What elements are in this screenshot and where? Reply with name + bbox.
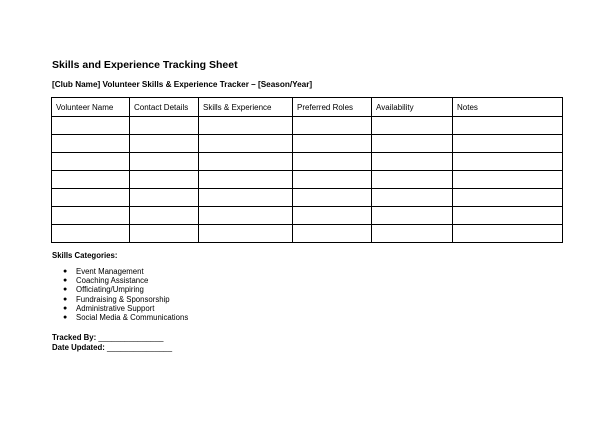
bullet-icon: ●: [63, 286, 68, 294]
date-updated-label: Date Updated:: [52, 343, 105, 352]
table-header-row: [52, 98, 563, 117]
table-cell[interactable]: [52, 225, 130, 243]
table-row: [52, 117, 563, 135]
list-item: [52, 276, 188, 285]
list-item: [52, 313, 188, 322]
column-header-contact-details: Contact Details: [130, 98, 199, 117]
column-header-notes: Notes: [453, 98, 563, 117]
skill-category-label: Administrative Support: [76, 303, 155, 313]
bullet-icon: ●: [63, 295, 68, 303]
table-row: [52, 153, 563, 171]
skills-categories-heading: Skills Categories:: [52, 251, 118, 260]
column-header-volunteer-name: Volunteer Name: [52, 98, 130, 117]
table-cell[interactable]: [130, 225, 199, 243]
list-item: [52, 267, 188, 276]
table-cell[interactable]: [199, 225, 293, 243]
bullet-icon: ●: [63, 277, 68, 285]
list-item: [52, 295, 188, 304]
table-cell[interactable]: [293, 189, 372, 207]
table-cell[interactable]: [372, 189, 453, 207]
table-cell[interactable]: [453, 189, 563, 207]
table-cell[interactable]: [453, 207, 563, 225]
tracked-by-line: _______________: [98, 333, 164, 342]
table-cell[interactable]: [293, 207, 372, 225]
skill-category-label: Coaching Assistance: [76, 276, 149, 286]
document-title: Skills and Experience Tracking Sheet: [52, 59, 238, 71]
table-row: [52, 225, 563, 243]
table-cell[interactable]: [52, 153, 130, 171]
table-cell[interactable]: [130, 135, 199, 153]
table-cell[interactable]: [199, 153, 293, 171]
table-cell[interactable]: [372, 207, 453, 225]
column-header-skills-experience: Skills & Experience: [199, 98, 293, 117]
table-cell[interactable]: [453, 135, 563, 153]
table-cell[interactable]: [372, 117, 453, 135]
tracked-by-label: Tracked By:: [52, 333, 97, 342]
table-cell[interactable]: [52, 189, 130, 207]
table-cell[interactable]: [52, 207, 130, 225]
table-cell[interactable]: [52, 171, 130, 189]
table-row: [52, 135, 563, 153]
table-cell[interactable]: [130, 153, 199, 171]
table-row: [52, 171, 563, 189]
date-updated-field: [52, 343, 172, 352]
table-cell[interactable]: [52, 135, 130, 153]
table-cell[interactable]: [453, 153, 563, 171]
skill-category-label: Social Media & Communications: [76, 313, 189, 323]
date-updated-line: _______________: [107, 343, 173, 352]
table-cell[interactable]: [453, 225, 563, 243]
skill-category-label: Event Management: [76, 267, 144, 276]
list-item: [52, 304, 188, 313]
table-cell[interactable]: [199, 189, 293, 207]
table-row: [52, 207, 563, 225]
table-cell[interactable]: [293, 117, 372, 135]
table-cell[interactable]: [453, 117, 563, 135]
table-cell[interactable]: [293, 171, 372, 189]
table-cell[interactable]: [372, 171, 453, 189]
table-cell[interactable]: [372, 135, 453, 153]
tracked-by-field: [52, 333, 163, 342]
column-header-preferred-roles: Preferred Roles: [293, 98, 372, 117]
table-cell[interactable]: [293, 135, 372, 153]
table-body: [52, 117, 563, 243]
table-cell[interactable]: [293, 225, 372, 243]
bullet-icon: ●: [63, 304, 68, 312]
table-cell[interactable]: [199, 117, 293, 135]
table-row: [52, 189, 563, 207]
table-cell[interactable]: [130, 207, 199, 225]
document-subtitle: [Club Name] Volunteer Skills & Experience Tracker – [Season/Year]: [52, 80, 313, 89]
table-cell[interactable]: [453, 171, 563, 189]
table-cell[interactable]: [199, 207, 293, 225]
skills-categories-list: [52, 267, 188, 322]
table-cell[interactable]: [199, 135, 293, 153]
list-item: [52, 285, 188, 294]
column-header-availability: Availability: [372, 98, 453, 117]
table-cell[interactable]: [293, 153, 372, 171]
table-cell[interactable]: [372, 153, 453, 171]
table-cell[interactable]: [130, 171, 199, 189]
table-cell[interactable]: [199, 171, 293, 189]
table-cell[interactable]: [372, 225, 453, 243]
skill-category-label: Officiating/Umpiring: [76, 285, 144, 295]
bullet-icon: ●: [63, 314, 68, 322]
table-cell[interactable]: [52, 117, 130, 135]
skill-category-label: Fundraising & Sponsorship: [76, 294, 170, 304]
bullet-icon: ●: [63, 268, 68, 275]
table-cell[interactable]: [130, 117, 199, 135]
volunteer-tracker-table: [51, 97, 563, 243]
table-cell[interactable]: [130, 189, 199, 207]
